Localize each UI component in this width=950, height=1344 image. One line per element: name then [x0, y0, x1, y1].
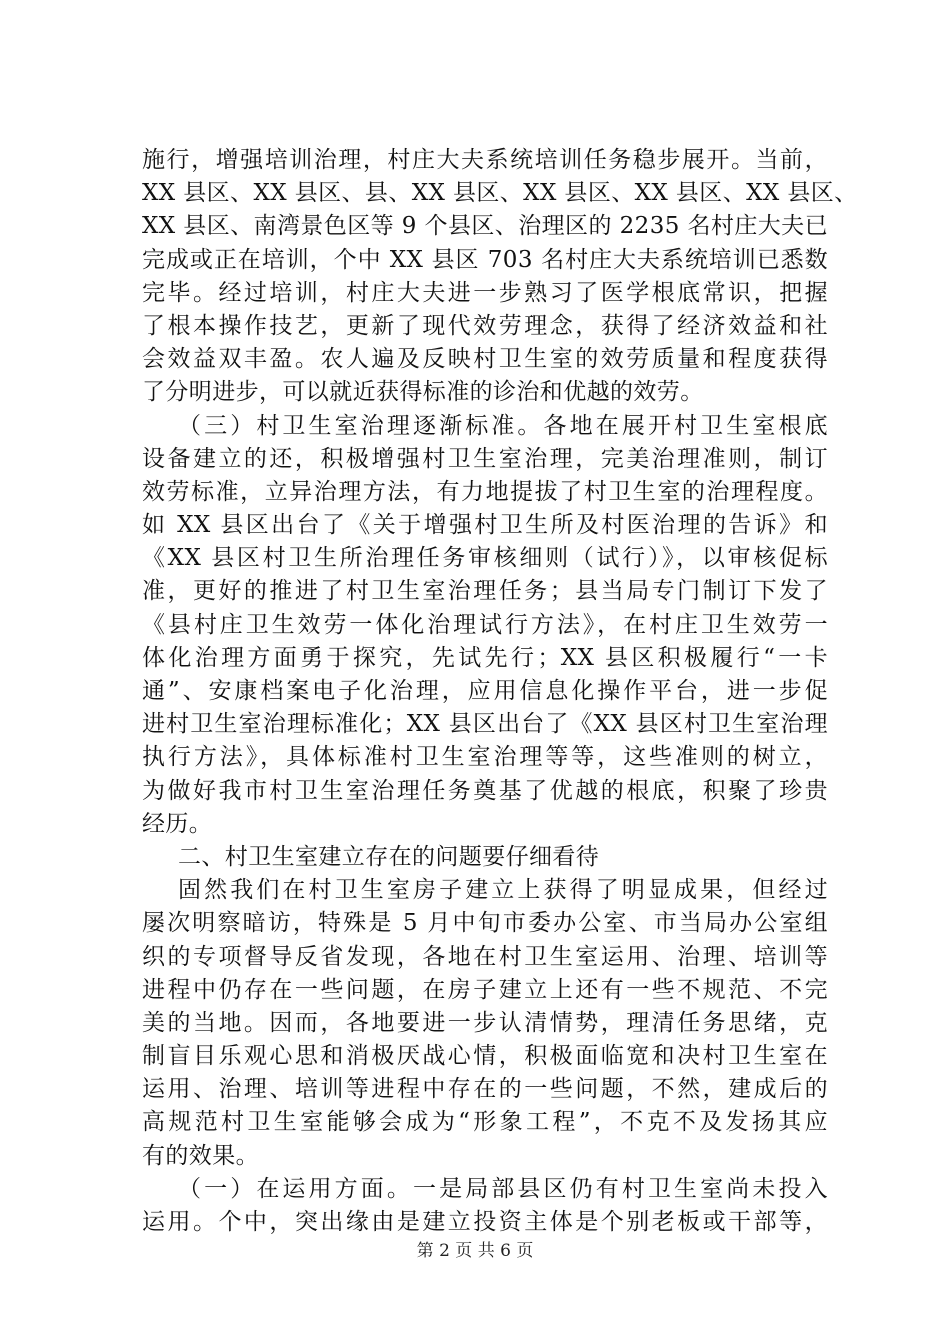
text-line: 准，更好的推进了村卫生室治理任务；县当局专门制订下发了 [142, 578, 828, 605]
text-line: 设备建立的还，积极增强村卫生室治理，完美治理准则，制订 [142, 445, 828, 472]
text-line: 运用。个中，突出缘由是建立投资主体是个别老板或干部等， [142, 1209, 828, 1235]
text-line: 高规范村卫生室能够会成为“形象工程”，不克不及发扬其应 [142, 1109, 828, 1136]
text-line: 屡次明察暗访，特殊是 5 月中旬市委办公室、市当局办公室组 [142, 910, 828, 937]
text-line: （三）村卫生室治理逐渐标准。各地在展开村卫生室根底 [178, 412, 828, 439]
document-body [142, 144, 858, 1239]
text-line: 体化治理方面勇于探究，先试先行；XX 县区积极履行“一卡 [142, 644, 828, 671]
text-line: 制盲目乐观心思和消极厌战心情，积极面临宽和决村卫生室在 [142, 1043, 828, 1070]
text-line: 运用、治理、培训等进程中存在的一些问题，不然，建成后的 [142, 1076, 828, 1103]
text-line: 执行方法》，具体标准村卫生室治理等等，这些准则的树立， [142, 744, 828, 771]
text-line: XX 县区、南湾景色区等 9 个县区、治理区的 2235 名村庄大夫已 [142, 213, 828, 240]
text-line: 有的效果。 [142, 1142, 259, 1169]
text-line: 如 XX 县区出台了《关于增强村卫生所及村医治理的告诉》和 [142, 512, 828, 539]
page-number: 第 2 页 共 6 页 [416, 1241, 534, 1261]
text-line: 施行，增强培训治理，村庄大夫系统培训任务稳步展开。当前， [142, 147, 828, 173]
text-line: 经历。 [142, 810, 213, 837]
text-line: 会效益双丰盈。农人遍及反映村卫生室的效劳质量和程度获得 [142, 346, 828, 373]
text-line: 完毕。经过培训，村庄大夫进一步熟习了医学根底常识，把握 [142, 279, 828, 306]
text-line: 《XX 县区村卫生所治理任务审核细则（试行）》，以审核促标 [142, 545, 828, 572]
text-line: 了分明进步，可以就近获得标准的诊治和优越的效劳。 [142, 379, 704, 406]
text-line: 通”、安康档案电子化治理，应用信息化操作平台，进一步促 [142, 678, 828, 704]
text-line: XX 县区、XX 县区、县、XX 县区、XX 县区、XX 县区、XX 县区、 [142, 180, 858, 207]
text-line: 美的当地。因而，各地要进一步认清情势，理清任务思绪，克 [142, 1009, 828, 1036]
text-line: 完成或正在培训，个中 XX 县区 703 名村庄大夫系统培训已悉数 [142, 246, 828, 273]
text-line: 进村卫生室治理标准化；XX 县区出台了《XX 县区村卫生室治理 [142, 711, 828, 738]
text-line: 进程中仍存在一些问题，在房子建立上还有一些不规范、不完 [142, 976, 828, 1003]
text-line: 固然我们在村卫生室房子建立上获得了明显成果，但经过 [178, 877, 828, 904]
text-line: 为做好我市村卫生室治理任务奠基了优越的根底，积聚了珍贵 [142, 777, 828, 804]
page-footer [0, 1236, 950, 1261]
text-line: （一）在运用方面。一是局部县区仍有村卫生室尚未投入 [178, 1175, 828, 1202]
text-line: 效劳标准，立异治理方法，有力地提拔了村卫生室的治理程度。 [142, 478, 828, 505]
text-line: 二、村卫生室建立存在的问题要仔细看待 [178, 843, 600, 870]
text-line: 织的专项督导反省发现，各地在村卫生室运用、治理、培训等 [142, 943, 828, 970]
text-line: 《县村庄卫生效劳一体化治理试行方法》，在村庄卫生效劳一 [142, 611, 828, 638]
text-line: 了根本操作技艺，更新了现代效劳理念，获得了经济效益和社 [142, 312, 828, 339]
